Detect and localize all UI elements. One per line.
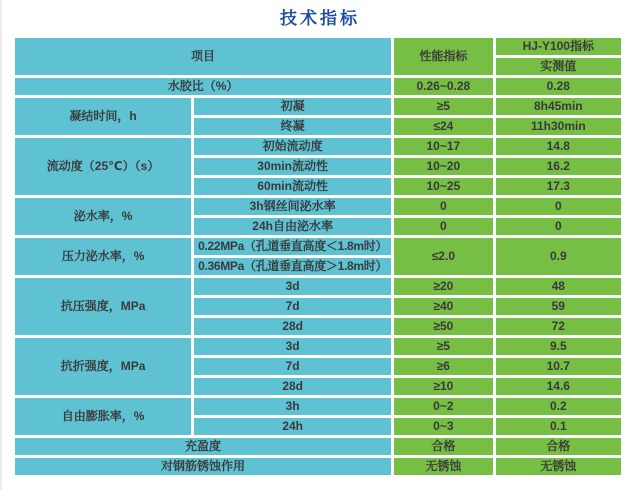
- spec-value: 0~3: [394, 418, 493, 435]
- sub-label: 28d: [194, 318, 391, 335]
- row-label: 充盈度: [15, 438, 391, 455]
- measured-value: 0.1: [496, 418, 621, 435]
- measured-value: 17.3: [496, 178, 621, 195]
- table-row: [15, 458, 621, 475]
- sub-label: 7d: [194, 298, 391, 315]
- spec-value: 10~17: [394, 138, 493, 155]
- table-row: [15, 78, 621, 95]
- spec-value: 10~25: [394, 178, 493, 195]
- spec-value: ≥50: [394, 318, 493, 335]
- sub-label: 24h自由泌水率: [194, 218, 391, 235]
- measured-value: 无锈蚀: [496, 458, 621, 475]
- measured-value: 48: [496, 278, 621, 295]
- measured-value: 0.28: [496, 78, 621, 95]
- measured-value: 9.5: [496, 338, 621, 355]
- spec-value: 0~2: [394, 398, 493, 415]
- spec-value: ≥6: [394, 358, 493, 375]
- sub-label: 3h: [194, 398, 391, 415]
- row-label: 压力泌水率，%: [15, 238, 191, 275]
- header-row-1: [15, 38, 621, 55]
- table-row: [15, 138, 621, 155]
- row-label: 抗折强度，MPa: [15, 338, 191, 395]
- sub-label: 3d: [194, 278, 391, 295]
- measured-value: 10.7: [496, 358, 621, 375]
- sub-label: 初凝: [194, 98, 391, 115]
- row-label: 流动度（25℃）（s）: [15, 138, 191, 195]
- header-cell-item: 项目: [15, 38, 391, 75]
- measured-value: 0: [496, 218, 621, 235]
- measured-value: 11h30min: [496, 118, 621, 135]
- row-label: 水胶比（%）: [15, 78, 391, 95]
- spec-value: ≤24: [394, 118, 493, 135]
- measured-value: 16.2: [496, 158, 621, 175]
- spec-value: ≥20: [394, 278, 493, 295]
- table-row: [15, 198, 621, 215]
- spec-value: 0: [394, 218, 493, 235]
- spec-value: ≥5: [394, 98, 493, 115]
- row-label: 对钢筋锈蚀作用: [15, 458, 391, 475]
- sub-label: 初始流动度: [194, 138, 391, 155]
- measured-value: 0: [496, 198, 621, 215]
- spec-value: ≥10: [394, 378, 493, 395]
- table-row: [15, 438, 621, 455]
- row-label: 凝结时间，h: [15, 98, 191, 135]
- sub-label: 终凝: [194, 118, 391, 135]
- sub-label: 7d: [194, 358, 391, 375]
- table-row: [15, 398, 621, 415]
- spec-value: 0: [394, 198, 493, 215]
- sub-label: 24h: [194, 418, 391, 435]
- table-row: [15, 338, 621, 355]
- sub-label: 3d: [194, 338, 391, 355]
- row-label: 自由膨胀率，%: [15, 398, 191, 435]
- measured-value: 14.8: [496, 138, 621, 155]
- page-title: 技术指标: [280, 9, 360, 28]
- sub-label: 60min流动性: [194, 178, 391, 195]
- row-label: 抗压强度，MPa: [15, 278, 191, 335]
- spec-table: [12, 35, 624, 478]
- measured-value: 0.9: [496, 238, 621, 275]
- row-label: 泌水率，%: [15, 198, 191, 235]
- measured-value: 14.6: [496, 378, 621, 395]
- spec-value: ≤2.0: [394, 238, 493, 275]
- spec-value: ≥40: [394, 298, 493, 315]
- measured-value: 8h45min: [496, 98, 621, 115]
- spec-value: ≥5: [394, 338, 493, 355]
- sub-label: 30min流动性: [194, 158, 391, 175]
- spec-value: 0.26~0.28: [394, 78, 493, 95]
- header-cell-hj-y100: HJ-Y100指标: [496, 38, 621, 55]
- table-row: [15, 98, 621, 115]
- spec-value: 10~20: [394, 158, 493, 175]
- spec-value: 合格: [394, 438, 493, 455]
- sub-label: 0.36MPa（孔道垂直高度＞1.8m时）: [194, 258, 391, 275]
- header-cell-measured: 实测值: [496, 58, 621, 75]
- sub-label: 0.22MPa（孔道垂直高度＜1.8m时）: [194, 238, 391, 255]
- header-cell-performance: 性能指标: [394, 38, 493, 75]
- sub-label: 3h钢丝间泌水率: [194, 198, 391, 215]
- measured-value: 72: [496, 318, 621, 335]
- sub-label: 28d: [194, 378, 391, 395]
- spec-value: 无锈蚀: [394, 458, 493, 475]
- measured-value: 0.2: [496, 398, 621, 415]
- table-row: [15, 238, 621, 255]
- measured-value: 合格: [496, 438, 621, 455]
- table-row: [15, 278, 621, 295]
- measured-value: 59: [496, 298, 621, 315]
